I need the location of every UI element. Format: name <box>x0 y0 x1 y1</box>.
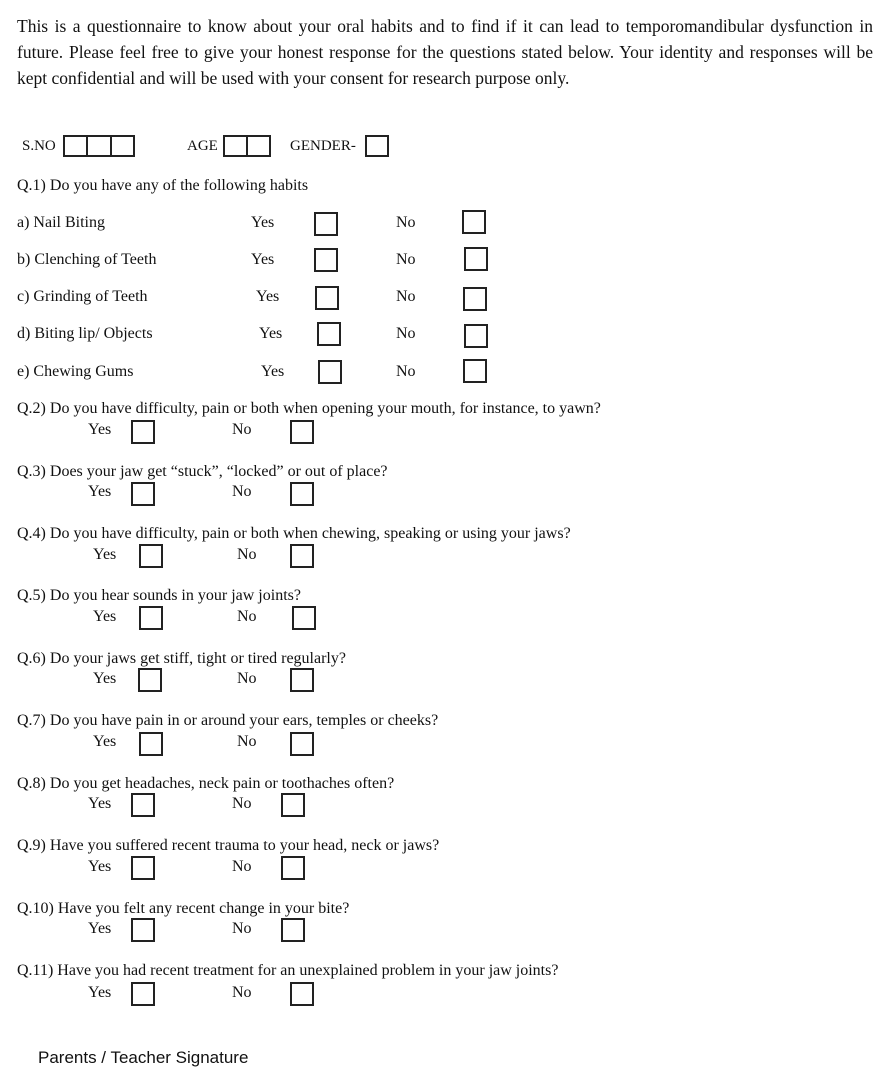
age-label: AGE <box>187 138 218 154</box>
yes-label: Yes <box>88 920 112 937</box>
yes-label: Yes <box>88 795 112 812</box>
yes-label: Yes <box>93 546 117 563</box>
habit-label: b) Clenching of Teeth <box>17 251 157 268</box>
question-text: Q.4) Do you have difficulty, pain or both when chewing, speaking or using your jaws? <box>17 525 571 542</box>
no-label: No <box>232 858 252 875</box>
no-label: No <box>396 363 416 380</box>
no-checkbox[interactable] <box>281 918 305 942</box>
intro-paragraph: This is a questionnaire to know about your oral habits and to find if it can lead to temporomandibular dysfunction in future. Please feel free to give your honest response for the questions stated below. Your identity and responses will be kept confidential and will be used with your consent for research purpose only. <box>17 16 873 88</box>
yes-checkbox[interactable] <box>139 544 163 568</box>
gender-box[interactable] <box>365 135 389 157</box>
habit-label: a) Nail Biting <box>17 214 105 231</box>
yes-checkbox[interactable] <box>318 360 342 384</box>
yes-checkbox[interactable] <box>131 918 155 942</box>
no-checkbox[interactable] <box>292 606 316 630</box>
yes-label: Yes <box>88 421 112 438</box>
no-checkbox[interactable] <box>290 732 314 756</box>
sno-label: S.NO <box>22 138 56 154</box>
no-checkbox[interactable] <box>290 668 314 692</box>
habit-label: d) Biting lip/ Objects <box>17 325 153 342</box>
yes-label: Yes <box>93 733 117 750</box>
yes-checkbox[interactable] <box>131 482 155 506</box>
sno-boxes[interactable] <box>63 135 135 157</box>
no-label: No <box>232 795 252 812</box>
question-text: Q.7) Do you have pain in or around your ears, temples or cheeks? <box>17 712 439 729</box>
yes-label: Yes <box>251 214 275 231</box>
yes-checkbox[interactable] <box>131 856 155 880</box>
yes-checkbox[interactable] <box>139 606 163 630</box>
no-label: No <box>396 214 416 231</box>
question-text: Q.6) Do your jaws get stiff, tight or tired regularly? <box>17 650 346 667</box>
no-label: No <box>396 288 416 305</box>
yes-checkbox[interactable] <box>315 286 339 310</box>
q1-question: Q.1) Do you have any of the following habits <box>17 177 309 194</box>
yes-checkbox[interactable] <box>139 732 163 756</box>
yes-label: Yes <box>93 670 117 687</box>
question-text: Q.2) Do you have difficulty, pain or both when opening your mouth, for instance, to yawn? <box>17 400 601 417</box>
yes-label: Yes <box>259 325 283 342</box>
no-checkbox[interactable] <box>281 856 305 880</box>
signature-label: Parents / Teacher Signature <box>38 1048 249 1067</box>
no-checkbox[interactable] <box>464 247 488 271</box>
no-label: No <box>237 670 257 687</box>
yes-checkbox[interactable] <box>131 793 155 817</box>
yes-checkbox[interactable] <box>131 420 155 444</box>
yes-label: Yes <box>88 984 112 1001</box>
no-label: No <box>232 483 252 500</box>
no-label: No <box>232 984 252 1001</box>
yes-label: Yes <box>261 363 285 380</box>
yes-checkbox[interactable] <box>317 322 341 346</box>
no-checkbox[interactable] <box>281 793 305 817</box>
no-checkbox[interactable] <box>462 210 486 234</box>
no-label: No <box>232 421 252 438</box>
no-label: No <box>396 251 416 268</box>
age-boxes[interactable] <box>223 135 271 157</box>
question-text: Q.11) Have you had recent treatment for an unexplained problem in your jaw joints? <box>17 962 559 979</box>
habit-label: c) Grinding of Teeth <box>17 288 148 305</box>
yes-checkbox[interactable] <box>138 668 162 692</box>
no-checkbox[interactable] <box>290 420 314 444</box>
question-text: Q.9) Have you suffered recent trauma to your head, neck or jaws? <box>17 837 440 854</box>
yes-checkbox[interactable] <box>314 248 338 272</box>
habit-label: e) Chewing Gums <box>17 363 134 380</box>
no-checkbox[interactable] <box>463 287 487 311</box>
question-text: Q.3) Does your jaw get “stuck”, “locked” or out of place? <box>17 463 388 480</box>
yes-label: Yes <box>251 251 275 268</box>
no-label: No <box>396 325 416 342</box>
question-text: Q.10) Have you felt any recent change in your bite? <box>17 900 350 917</box>
yes-label: Yes <box>93 608 117 625</box>
yes-checkbox[interactable] <box>131 982 155 1006</box>
yes-checkbox[interactable] <box>314 212 338 236</box>
no-checkbox[interactable] <box>290 482 314 506</box>
no-label: No <box>237 546 257 563</box>
no-label: No <box>232 920 252 937</box>
no-checkbox[interactable] <box>464 324 488 348</box>
no-label: No <box>237 733 257 750</box>
yes-label: Yes <box>88 483 112 500</box>
no-checkbox[interactable] <box>290 544 314 568</box>
no-label: No <box>237 608 257 625</box>
no-checkbox[interactable] <box>290 982 314 1006</box>
question-text: Q.5) Do you hear sounds in your jaw joints? <box>17 587 301 604</box>
no-checkbox[interactable] <box>463 359 487 383</box>
yes-label: Yes <box>256 288 280 305</box>
gender-label: GENDER- <box>290 138 356 154</box>
question-text: Q.8) Do you get headaches, neck pain or toothaches often? <box>17 775 395 792</box>
yes-label: Yes <box>88 858 112 875</box>
